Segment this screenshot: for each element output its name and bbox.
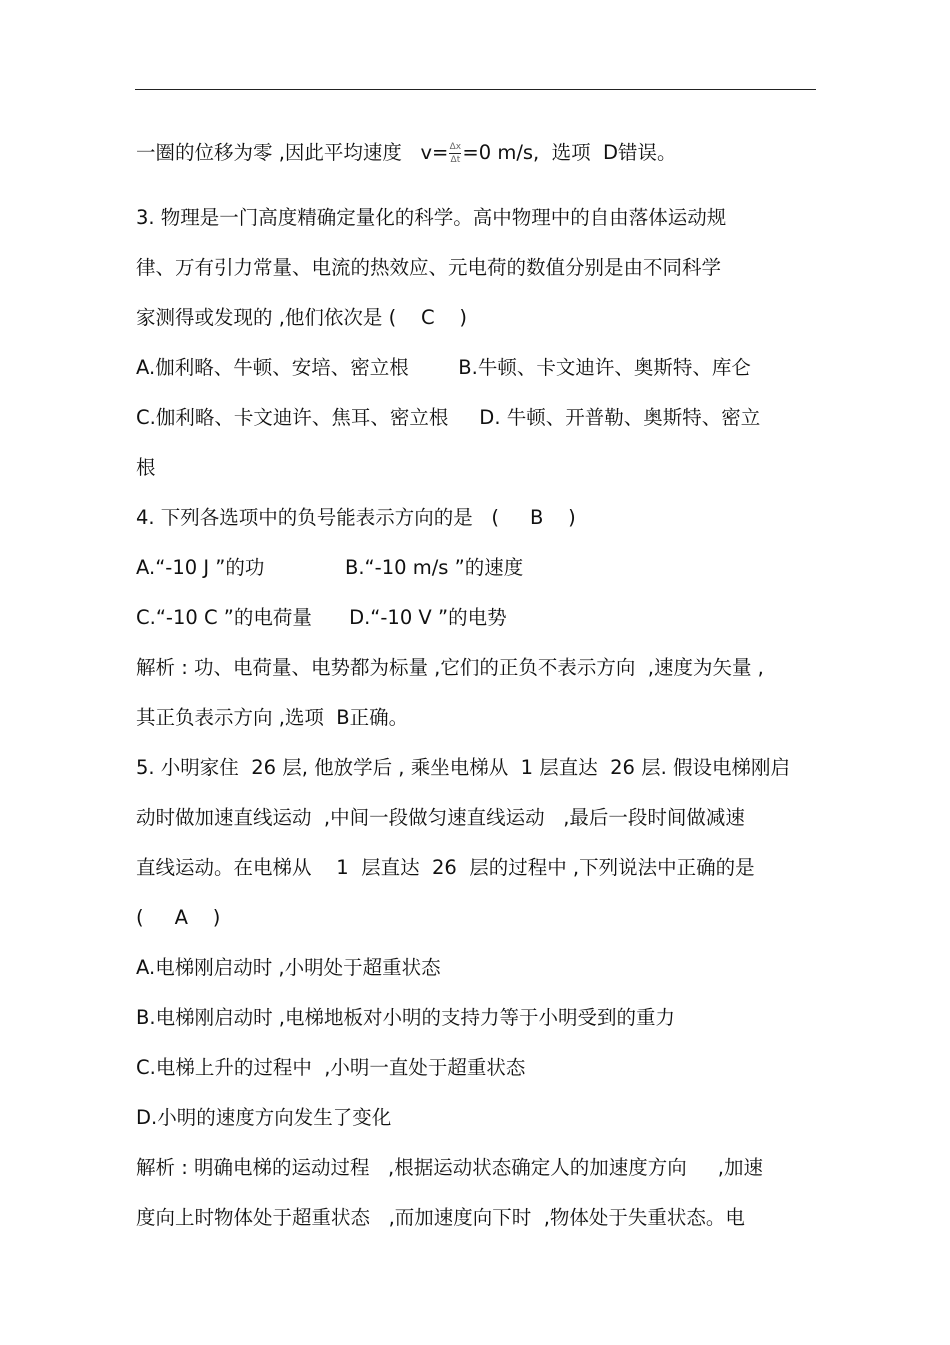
question-4-line-1: 4. 下列各选项中的负号能表示方向的是 ( B ) (136, 506, 576, 529)
question-5-explanation-2: 度向上时物体处于超重状态 ,而加速度向下时 ,物体处于失重状态。电 (136, 1206, 745, 1229)
question-3-options-cd: C.伽利略、卡文迪许、焦耳、密立根 D. 牛顿、开普勒、奥斯特、密立 (136, 406, 761, 429)
question-4-explanation-2: 其正负表示方向 ,选项 B正确。 (136, 706, 409, 729)
question-3-line-1: 3. 物理是一门高度精确定量化的科学。高中物理中的自由落体运动规 (136, 206, 727, 229)
question-5-line-4: ( A ) (136, 906, 221, 929)
question-3-options-cd-cont: 根 (136, 456, 156, 479)
header-rule (135, 89, 816, 90)
question-3-line-3: 家测得或发现的 ,他们依次是 ( C ) (136, 306, 468, 329)
question-4-explanation-1: 解析 : 功、电荷量、电势都为标量 ,它们的正负不表示方向 ,速度为矢量 , (136, 656, 764, 679)
text-span: 一圈的位移为零 ,因此平均速度 v= (136, 141, 449, 164)
question-5-line-3: 直线运动。在电梯从 1 层直达 26 层的过程中 ,下列说法中正确的是 (136, 856, 755, 879)
question-5-line-1: 5. 小明家住 26 层, 他放学后 , 乘坐电梯从 1 层直达 26 层. 假设电梯刚启 (136, 756, 791, 779)
question-5-explanation-1: 解析 : 明确电梯的运动过程 ,根据运动状态确定人的加速度方向 ,加速 (136, 1156, 763, 1179)
question-3-options-ab: A.伽利略、牛顿、安培、密立根 B.牛顿、卡文迪许、奥斯特、库仑 (136, 356, 751, 379)
text-span: =0 m/s, 选项 D错误。 (462, 141, 677, 164)
question-5-option-d: D.小明的速度方向发生了变化 (136, 1106, 392, 1129)
question-5-option-c: C.电梯上升的过程中 ,小明一直处于超重状态 (136, 1056, 526, 1079)
question-4-options-cd: C.“-10 C ”的电荷量 D.“-10 V ”的电势 (136, 606, 507, 629)
question-5-option-b: B.电梯刚启动时 ,电梯地板对小明的支持力等于小明受到的重力 (136, 1006, 675, 1029)
fraction-bar (449, 153, 461, 154)
question-4-options-ab: A.“-10 J ”的功 B.“-10 m/s ”的速度 (136, 556, 524, 579)
question-5-option-a: A.电梯刚启动时 ,小明处于超重状态 (136, 956, 441, 979)
question-3-line-2: 律、万有引力常量、电流的热效应、元电荷的数值分别是由不同科学 (136, 256, 722, 279)
text-line (136, 140, 677, 166)
fraction-numerator: Δx (449, 142, 462, 152)
fraction-denominator: Δt (450, 155, 461, 165)
fraction (449, 142, 461, 165)
question-5-line-2: 动时做加速直线运动 ,中间一段做匀速直线运动 ,最后一段时间做减速 (136, 806, 745, 829)
